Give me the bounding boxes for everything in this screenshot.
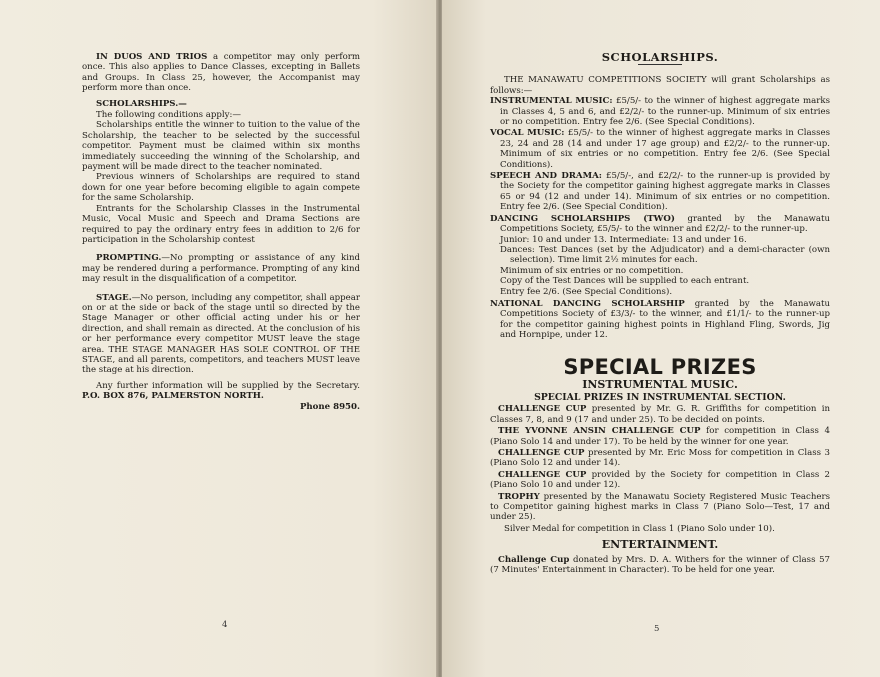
dancing-minimum: Minimum of six entries or no competition. — [500, 265, 684, 276]
cup2-text: for competition in Class 4 (Piano Solo 14 and under 17). To be held by the winner for one year. — [490, 426, 831, 447]
national-scholarship — [490, 299, 830, 341]
vocal-heading: VOCAL MUSIC: — [490, 128, 565, 139]
cup-society — [490, 470, 830, 491]
right-column — [490, 52, 830, 578]
dancing-text: granted by the Manawatu Competitions Society, £5/5/- to the winner and £2/2/- to the runner-up. — [500, 213, 830, 235]
national-heading: NATIONAL DANCING SCHOLARSHIP — [490, 298, 685, 309]
right-page — [442, 0, 880, 677]
sch-previous-winners: Previous winners of Scholarships are required to stand down for one year before becoming eligible to again compete for the same Scholarship. — [82, 172, 360, 204]
title-rule — [638, 64, 682, 65]
duos-text: a competitor may only perform once. This also applies to Dance Classes, excepting in Ballets and Groups. In Class 25, however, the Accompanist may perform more than once. — [82, 52, 360, 94]
page-number-right: 5 — [654, 624, 660, 634]
special-prizes-title: SPECIAL PRIZES — [563, 354, 757, 379]
prompting-text: —No prompting or assistance of any kind may be rendered during a performance. Prompting of any kind may result in the disqualification of a competitor. — [82, 253, 360, 285]
page-number-left: 4 — [222, 620, 228, 630]
scholarships-heading: SCHOLARSHIPS.— — [96, 98, 187, 109]
vocal-text: £5/5/- to the winner of highest aggregate marks in Classes 23, 24 and 28 (14 and under 17 age group) and £2/2/- to the runner-up. Minimum of six entries or no competition. Entry fee 2/6. (See Special Conditions). — [500, 128, 830, 170]
stage-paragraph — [82, 293, 360, 376]
cup4-heading: CHALLENGE CUP — [498, 469, 587, 480]
phone: Phone 8950. — [299, 401, 360, 412]
dancing-scholarship — [490, 214, 830, 235]
instrumental-scholarship — [490, 96, 830, 127]
sch-conditions: Scholarships entitle the winner to tuition to the value of the Scholarship, the teacher to be selected by the successful competitor. Payment must be claimed within six months immediately succeeding the winning of the Scholarship, and payment will be made direct to the teacher nominated. — [82, 120, 360, 173]
trophy-heading: TROPHY — [498, 491, 540, 502]
vocal-scholarship — [490, 128, 830, 170]
scholarships-intro: THE MANAWATU COMPETITIONS SOCIETY will grant Scholarships as follows:— — [490, 75, 830, 96]
national-text: granted by the Manawatu Competitions Society of £3/3/- to the winner, and £1/1/- to the runner-up for the competitor gaining highest points in Highland Fling, Swords, Jig and Hornpipe, under 12. — [500, 298, 830, 341]
ent-heading: Challenge Cup — [498, 554, 570, 565]
instrumental-text: £5/5/- to the winner of highest aggregate marks in Classes 4, 5 and 6, and £2/2/- to the runner-up. Minimum of six entries or no competition. Entry fee 2/6. (See Special Conditions). — [500, 96, 831, 128]
dancing-copy: Copy of the Test Dances will be supplied to each entrant. — [500, 276, 750, 287]
silver-medal: Silver Medal for competition in Class 1 (Piano Solo under 10). — [504, 523, 775, 534]
entertainment-title: ENTERTAINMENT. — [601, 538, 719, 552]
ent-text: donated by Mrs. D. A. Withers for the winner of Class 57 (7 Minutes' Entertainment in Character). To be held for one year. — [490, 554, 831, 576]
cup-griffiths — [490, 404, 830, 425]
sch-entry-fees: Entrants for the Scholarship Classes in the Instrumental Music, Vocal Music and Speech and Drama Sections are required to pay the ordinary entry fees in addition to 2/6 for participation in the Scholarship contest — [82, 203, 360, 245]
address: P.O. BOX 876, PALMERSTON NORTH. — [82, 391, 264, 402]
info-paragraph — [82, 381, 360, 402]
scholarships-title: SCHOLARSHIPS. — [601, 50, 719, 64]
info-text: Any further information will be supplied by the Secretary. — [96, 380, 360, 391]
dancing-dances: Dances: Test Dances (set by the Adjudicator) and a demi-character (own selection). Time limit 2½ minutes for each. — [500, 244, 830, 266]
speech-heading: SPEECH AND DRAMA: — [490, 171, 602, 182]
instrumental-section-title: SPECIAL PRIZES IN INSTRUMENTAL SECTION. — [534, 391, 786, 403]
cup1-text: presented by Mr. G. R. Griffiths for competition in Classes 7, 8, and 9 (17 and under 25). To be decided on points. — [490, 404, 831, 425]
dancing-heading: DANCING SCHOLARSHIPS (TWO) — [490, 213, 675, 224]
cup3-heading: CHALLENGE CUP — [498, 448, 585, 458]
cup2-heading: THE YVONNE ANSIN CHALLENGE CUP — [498, 426, 701, 437]
prompting-paragraph — [82, 253, 360, 284]
entertainment-cup — [490, 555, 830, 576]
cup1-heading: CHALLENGE CUP — [498, 404, 587, 415]
instrumental-music-title: INSTRUMENTAL MUSIC. — [582, 377, 738, 391]
cup-eric-moss — [490, 448, 830, 469]
dancing-fee: Entry fee 2/6. (See Special Conditions). — [500, 286, 673, 297]
scholarships-heading-line — [82, 99, 360, 109]
stage-heading: STAGE. — [96, 292, 132, 303]
trophy — [490, 492, 830, 523]
stage-text: —No person, including any competitor, shall appear on or at the side or back of the stage until so directed by the Stage Manager or other official acting under his or her direction, and shall remain as directed. At the conclusion of his or her performance every competitor MUST leave the stage area. THE STAGE MANAGER HAS SOLE CONTROL OF THE STAGE, and all parents, competitors, and teachers MUST leave the stage at his direction. — [82, 292, 360, 376]
cup4-text: provided by the Society for competition in Class 2 (Piano Solo 10 and under 12). — [490, 469, 831, 491]
sch-intro: The following conditions apply:— — [96, 110, 242, 121]
cup-yvonne-ansin — [490, 426, 830, 447]
trophy-text: presented by the Manawatu Society Registered Music Teachers to Competitor gaining highest marks in Class 7 (Piano Solo—Test, 17 and under 25). — [490, 491, 830, 523]
left-page — [0, 0, 438, 677]
speech-text: £5/5/-, and £2/2/- to the runner-up is provided by the Society for the competitor gaining highest aggregate marks in Classes 65 or 94 (12 and under 14). Minimum of six entries or no competition. Entry fee 2/6. (See Special Condition). — [500, 171, 830, 213]
instrumental-heading: INSTRUMENTAL MUSIC: — [490, 96, 613, 107]
prompting-heading: PROMPTING. — [96, 253, 162, 264]
speech-scholarship — [490, 171, 830, 213]
cup3-text: presented by Mr. Eric Moss for competition in Class 3 (Piano Solo 12 and under 14). — [490, 448, 831, 469]
duos-heading: IN DUOS AND TRIOS — [96, 52, 208, 62]
left-column — [82, 52, 360, 415]
dancing-age-groups: Junior: 10 and under 13. Intermediate: 13 and under 16. — [500, 234, 747, 245]
duos-paragraph — [82, 52, 360, 94]
